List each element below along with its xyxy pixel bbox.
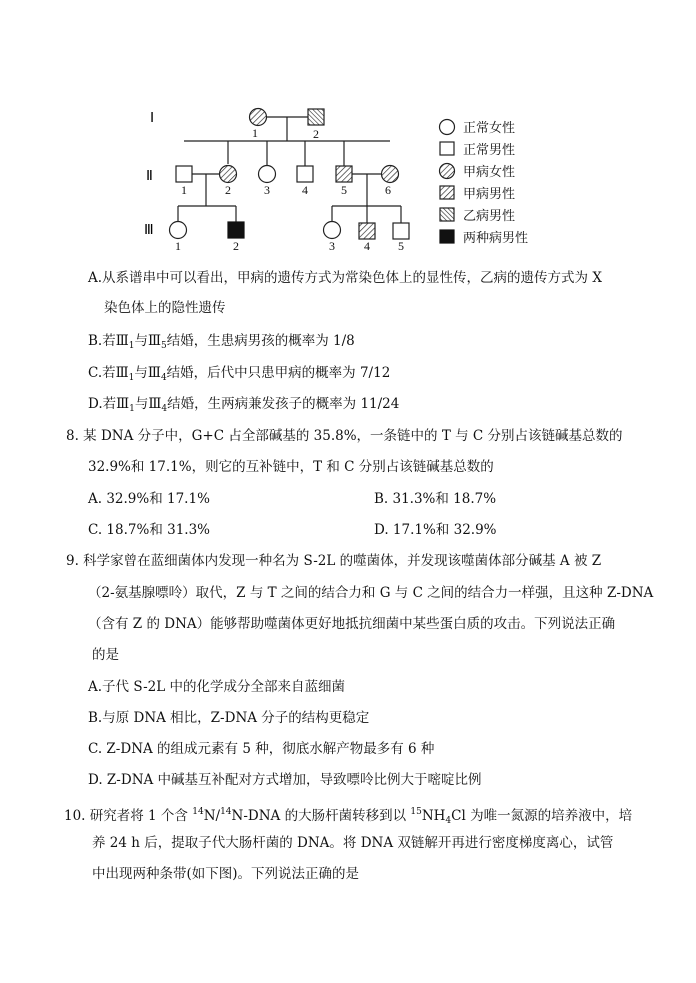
q8-option-b: B. 31.3%和 18.7% [374, 491, 497, 507]
q9-option-c: C. Z-DNA 的组成元素有 5 种，彻底水解产物最多有 6 种 [88, 741, 435, 757]
q8-option-c: C. 18.7%和 31.3% [88, 522, 210, 538]
q9-stem-line2: （2-氨基腺嘌呤）取代，Z 与 T 之间的结合力和 G 与 C 之间的结合力一样强，且这种 Z-DNA [88, 585, 654, 601]
legend-symbol-disease-a-male [440, 186, 454, 199]
gen-label-2: Ⅱ [146, 169, 153, 184]
q7-c-sub1: 1 [128, 373, 135, 383]
num-II-6: 6 [385, 183, 391, 197]
q10-stem-line2: 养 24 h 后，提取子代大肠杆菌的 DNA。将 DNA 双链解开再进行密度梯度离心，试管 [92, 835, 614, 851]
pedigree-legend [440, 120, 529, 247]
q7-b-post: 结婚，生患病男孩的概率为 1/8 [166, 333, 355, 349]
legend-symbol-normal-female [440, 120, 455, 135]
num-II-1: 1 [181, 183, 187, 197]
num-III-5: 5 [398, 239, 404, 253]
q9-option-d: D. Z-DNA 中碱基互补配对方式增加，导致嘌呤比例大于嘧啶比例 [88, 772, 482, 788]
legend-label-normal-female: 正常女性 [463, 121, 516, 136]
q9-stem-line3: （含有 Z 的 DNA）能够帮助噬菌体更好地抵抗细菌中某些蛋白质的攻击。下列说法正确 [88, 616, 616, 632]
q7-d-sub2: 4 [161, 404, 168, 414]
q10-l1-sub1: 4 [445, 816, 452, 826]
q10-l1-sup2: 14 [220, 807, 232, 817]
num-III-2: 2 [233, 239, 239, 253]
num-III-4: 4 [364, 239, 370, 253]
legend-label-disease-b-male: 乙病男性 [463, 209, 516, 224]
individual-II-5 [336, 166, 352, 182]
q10-l1-sup1: 14 [192, 807, 204, 817]
gen-label-1: Ⅰ [150, 111, 155, 126]
legend-label-both-diseases-male: 两种病男性 [463, 231, 529, 246]
legend-symbol-disease-b-male [440, 208, 454, 221]
q9-stem-line4: 的是 [92, 647, 119, 663]
q7-d-mid: 与Ⅲ [134, 396, 162, 412]
q7-option-a-line1: A.从系谱串中可以看出，甲病的遗传方式为常染色体上的显性传，乙病的遗传方式为 X [88, 270, 602, 286]
individual-II-4 [297, 166, 313, 182]
legend-label-disease-a-male: 甲病男性 [463, 187, 516, 202]
q7-b-sub2: 5 [161, 341, 167, 351]
num-II-2: 2 [225, 183, 231, 197]
q7-option-c [88, 363, 390, 388]
q7-c-pre: C.若Ⅲ [88, 365, 129, 381]
q7-c-sub2: 4 [160, 373, 167, 383]
q8-option-a: A. 32.9%和 17.1% [88, 491, 210, 507]
q10-stem-line3: 中出现两种条带(如下图)。下列说法正确的是 [92, 866, 360, 882]
num-I-1: 1 [252, 126, 258, 140]
num-II-3: 3 [264, 183, 270, 197]
q8-stem-line1: 8. 某 DNA 分子中，G+C 占全部碱基的 35.8%，一条链中的 T 与 C 分别占该链碱基总数的 [66, 428, 623, 444]
legend-symbol-both-diseases-male [440, 230, 454, 243]
individual-I-1 [250, 109, 267, 126]
num-III-1: 1 [175, 239, 181, 253]
q10-l1-sup3: 15 [410, 807, 422, 817]
q9-stem-line1: 9. 科学家曾在蓝细菌体内发现一种名为 S-2L 的噬菌体，并发现该噬菌体部分碱基 A 被 Z [66, 553, 602, 569]
individual-III-1 [170, 222, 187, 239]
q7-b-mid: 与Ⅲ [134, 333, 161, 349]
q8-stem-line2: 32.9%和 17.1%，则它的互补链中，T 和 C 分别占该链碱基总数的 [88, 459, 494, 475]
q10-l1-m2: N-DNA 的大肠杆菌转移到以 [231, 808, 411, 824]
q7-c-mid: 与Ⅲ [134, 365, 161, 381]
q10-l1-m1: N/ [203, 808, 221, 824]
individual-II-1 [176, 166, 192, 182]
q8-option-d: D. 17.1%和 32.9% [374, 522, 497, 538]
legend-symbol-disease-a-female [440, 164, 455, 179]
q7-c-post: 结婚，后代中只患甲病的概率为 7/12 [166, 365, 391, 381]
q10-l1-pre: 10. 研究者将 1 个含 [64, 808, 193, 824]
q7-d-post: 结婚，生两病兼发孩子的概率为 11/24 [167, 396, 400, 412]
q7-option-b [88, 331, 355, 356]
q7-d-pre: D.若Ⅲ [88, 396, 130, 412]
individual-III-5 [393, 223, 409, 239]
q10-l1-m3: NH [421, 808, 446, 824]
q7-option-a-line2: 染色体上的隐性遗传 [104, 300, 226, 316]
individual-III-4 [359, 223, 375, 239]
q7-option-d [88, 394, 399, 419]
individual-II-2 [220, 166, 237, 183]
individual-II-6 [382, 166, 399, 183]
gen-label-3: Ⅲ [144, 223, 154, 238]
num-II-5: 5 [341, 183, 347, 197]
q7-b-pre: B.若Ⅲ [88, 333, 129, 349]
individual-II-3 [259, 166, 276, 183]
pedigree-chart [140, 100, 570, 260]
num-II-4: 4 [302, 183, 308, 197]
q10-stem-line1 [64, 802, 632, 831]
q9-option-b: B.与原 DNA 相比，Z-DNA 分子的结构更稳定 [88, 710, 370, 726]
q10-l1-post: Cl 为唯一氮源的培养液中，培 [451, 808, 633, 824]
q7-b-sub1: 1 [128, 341, 135, 351]
individual-III-3 [324, 222, 341, 239]
legend-symbol-normal-male [440, 142, 454, 155]
individual-I-2 [308, 109, 324, 125]
num-I-2: 2 [313, 127, 319, 141]
legend-label-normal-male: 正常男性 [463, 143, 516, 158]
q7-d-sub1: 1 [129, 404, 135, 414]
q9-option-a: A.子代 S-2L 中的化学成分全部来自蓝细菌 [88, 679, 345, 695]
legend-label-disease-a-female: 甲病女性 [463, 165, 516, 180]
individual-III-2 [228, 222, 244, 238]
num-III-3: 3 [329, 239, 335, 253]
